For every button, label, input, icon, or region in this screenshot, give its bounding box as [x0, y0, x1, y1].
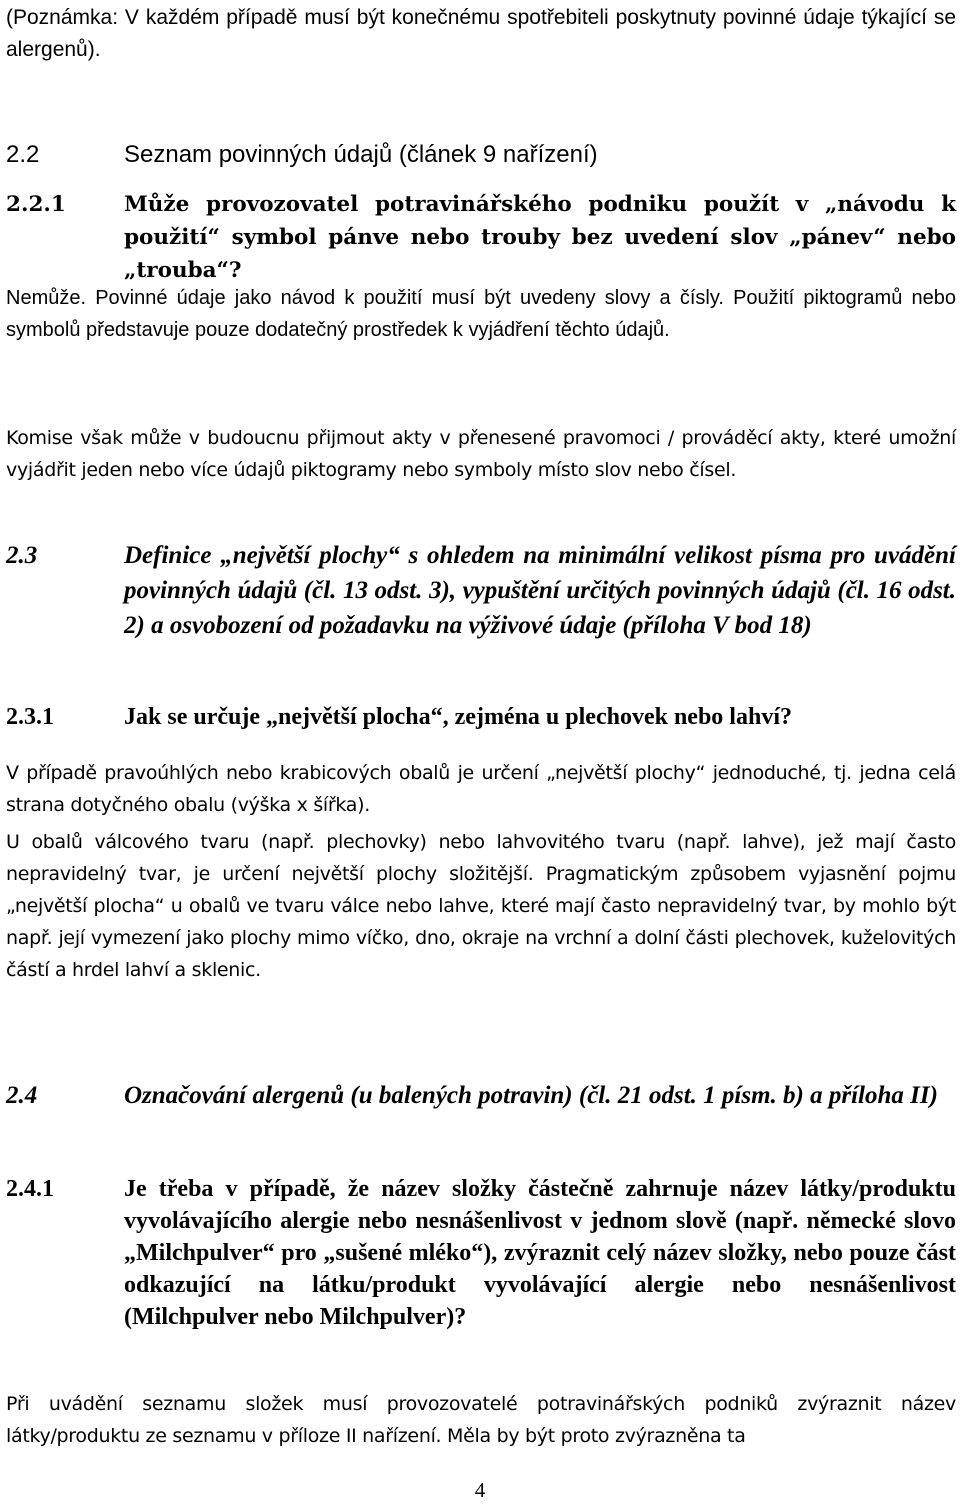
paragraph-seznam-slozek: Při uvádění seznamu složek musí provozovatelé potravinářských podniků zvýraznit název látky/produktu ze seznamu v příloze II nařízení. Měla by být proto zvýrazněna ta — [6, 1393, 956, 1447]
section-2-3-1-heading — [6, 700, 956, 734]
section-number: 2.3.1 — [6, 704, 54, 730]
section-title: Může provozovatel potravinářského podniku použít v „návodu k použití“ symbol pánve nebo trouby bez uvedení slov „pánev“ nebo „trouba“? — [124, 192, 956, 283]
allergen-note: (Poznámka: V každém případě musí být konečnému spotřebiteli poskytnuty povinné údaje týkající se alergenů). — [6, 6, 956, 61]
section-2-2-1-heading — [6, 188, 956, 287]
page-number: 4 — [474, 1478, 486, 1502]
paragraph-komise: Komise však může v budoucnu přijmout akty v přenesené pravomoci / prováděcí akty, které umožní vyjádřit jeden nebo více údajů piktogramy nebo symboly místo slov nebo čísel. — [6, 427, 956, 481]
paragraph-nemuze: Nemůže. Povinné údaje jako návod k použití musí být uvedeny slovy a čísly. Použití piktogramů nebo symbolů představuje pouze dodatečný prostředek k vyjádření těchto údajů. — [6, 287, 956, 341]
section-title: Označování alergenů (u balených potravin) (čl. 21 odst. 1 písm. b) a příloha II) — [124, 1082, 938, 1109]
section-2-4-1-heading — [6, 1173, 956, 1333]
section-number: 2.3 — [6, 542, 38, 569]
section-title: Je třeba v případě, že název složky částečně zahrnuje název látky/produktu vyvolávajícího alergie nebo nesnášenlivost v jednom slově (např. německé slovo „Milchpulver“ pro „sušené mléko“), zvýraznit celý název složky, nebo pouze část odkazující na látku/produkt vyvolávající alergie nebo nesnášenlivost (Milchpulver nebo Milchpulver)? — [124, 1176, 956, 1330]
paragraph-pravouhle-obaly: V případě pravoúhlých nebo krabicových obalů je určení „největší plochy“ jednoduché, tj. jedna celá strana dotyčného obalu (výška x šířka). — [6, 762, 956, 816]
section-2-3-heading — [6, 538, 956, 643]
section-2-4-heading — [6, 1078, 956, 1113]
section-title: Jak se určuje „největší plocha“, zejména u plechovek nebo lahví? — [124, 704, 792, 730]
section-2-2-heading — [6, 138, 956, 172]
paragraph-valcove-obaly: U obalů válcového tvaru (např. plechovky) nebo lahvovitého tvaru (např. lahve), jež mají často nepravidelný tvar, je určení největší plochy složitější. Pragmatickým způsobem vyjasnění pojmu „největší plocha“ u obalů ve tvaru válce nebo lahve, které mají často nepravidelný tvar, by mohlo být např. její vymezení jako plochy mimo víčko, dno, okraje na vrchní a dolní části plechovek, kuželovitých částí a hrdel lahví a sklenic. — [6, 831, 956, 981]
section-number: 2.4.1 — [6, 1176, 54, 1202]
section-title: Seznam povinných údajů (článek 9 nařízení) — [124, 141, 598, 168]
section-number: 2.2 — [6, 141, 40, 168]
section-number: 2.2.1 — [6, 192, 66, 217]
section-number: 2.4 — [6, 1082, 38, 1109]
section-title: Definice „největší plochy“ s ohledem na minimální velikost písma pro uvádění povinných údajů (čl. 13 odst. 3), vypuštění určitých povinných údajů (čl. 16 odst. 2) a osvobození od požadavku na výživové údaje (příloha V bod 18) — [124, 542, 956, 639]
